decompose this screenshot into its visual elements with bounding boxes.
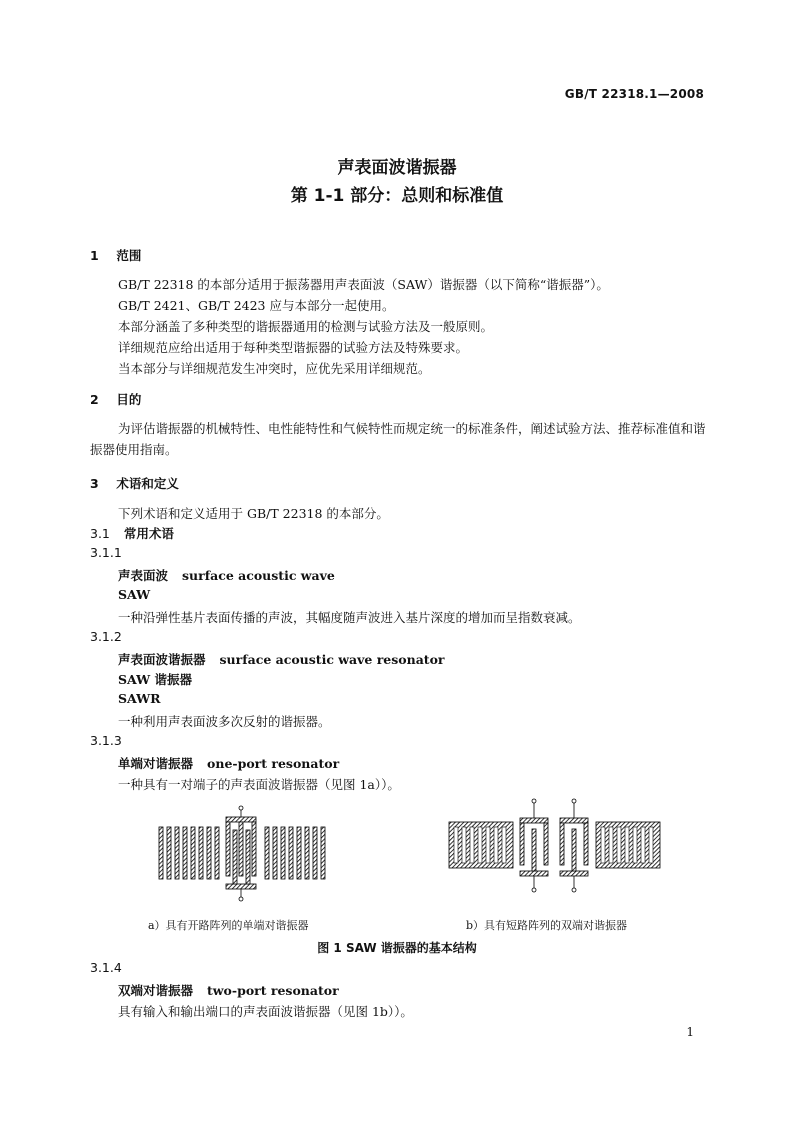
term-3-1-2-number: 3.1.2 bbox=[90, 629, 122, 644]
standard-number: GB/T 22318.1—2008 bbox=[564, 87, 704, 101]
term-3-1-1-alt: SAW bbox=[118, 587, 151, 602]
term-3-1-3-number: 3.1.3 bbox=[90, 733, 122, 748]
clause-3-1-number: 3.1 bbox=[90, 526, 110, 541]
figure-1a-caption: a）具有开路阵列的单端对谐振器 bbox=[148, 919, 309, 932]
figure-1b-caption: b）具有短路阵列的双端对谐振器 bbox=[466, 919, 628, 932]
term-3-1-2-zh: 声表面波谐振器 bbox=[118, 652, 206, 667]
term-3-1-3-en: one-port resonator bbox=[207, 756, 340, 771]
figure-1b-two-port-resonator bbox=[445, 798, 665, 898]
section-2-number: 2 bbox=[90, 392, 99, 407]
reflector-short-right bbox=[596, 822, 660, 868]
term-3-1-3-name bbox=[118, 754, 339, 772]
page-number: 1 bbox=[686, 1025, 694, 1039]
term-3-1-4-number: 3.1.4 bbox=[90, 960, 122, 975]
doc-title-line2: 第 1-1 部分：总则和标准值 bbox=[290, 186, 504, 206]
section-1-heading bbox=[90, 246, 141, 264]
idt-transducer bbox=[226, 806, 256, 901]
figure-1a-one-port-resonator bbox=[150, 805, 340, 905]
section-1-para-4: 详细规范应给出适用于每种类型谐振器的试验方法及特殊要求。 bbox=[118, 340, 469, 355]
term-3-1-1-en: surface acoustic wave bbox=[182, 568, 335, 583]
term-3-1-4-en: two-port resonator bbox=[207, 983, 339, 998]
section-1-para-2: GB/T 2421、GB/T 2423 应与本部分一起使用。 bbox=[118, 298, 395, 313]
term-3-1-2-alt-2: SAWR bbox=[118, 691, 161, 706]
term-3-1-4-zh: 双端对谐振器 bbox=[118, 983, 194, 998]
section-1-number: 1 bbox=[90, 248, 99, 263]
section-2-heading bbox=[90, 390, 141, 408]
term-3-1-2-en: surface acoustic wave resonator bbox=[219, 652, 445, 667]
section-3-number: 3 bbox=[90, 476, 99, 491]
reflector-left bbox=[159, 827, 219, 879]
clause-3-1-title: 常用术语 bbox=[123, 526, 174, 541]
section-1-para-1: GB/T 22318 的本部分适用于振荡器用声表面波（SAW）谐振器（以下简称“谐振器”）。 bbox=[118, 277, 609, 292]
doc-title-line1: 声表面波谐振器 bbox=[337, 158, 457, 178]
section-3-intro: 下列术语和定义适用于 GB/T 22318 的本部分。 bbox=[118, 506, 389, 521]
section-1-title: 范围 bbox=[116, 248, 142, 263]
term-3-1-4-name bbox=[118, 981, 339, 999]
idt-output bbox=[560, 799, 588, 892]
section-3-title: 术语和定义 bbox=[116, 476, 179, 491]
reflector-short-left bbox=[449, 822, 513, 868]
term-3-1-1-zh: 声表面波 bbox=[118, 568, 169, 583]
clause-3-1-heading bbox=[90, 524, 174, 542]
section-1-para-3: 本部分涵盖了多种类型的谐振器通用的检测与试验方法及一般原则。 bbox=[118, 319, 494, 334]
term-3-1-3-def: 一种具有一对端子的声表面波谐振器（见图 1a））。 bbox=[118, 777, 400, 792]
section-2-para: 为评估谐振器的机械特性、电性能特性和气候特性而规定统一的标准条件，阐述试验方法、推荐标准值和谐振器使用指南。 bbox=[90, 421, 706, 457]
section-3-heading bbox=[90, 474, 179, 492]
term-3-1-3-zh: 单端对谐振器 bbox=[118, 756, 194, 771]
idt-input bbox=[520, 799, 548, 892]
term-3-1-2-alt-1: SAW 谐振器 bbox=[118, 672, 192, 687]
term-3-1-2-name bbox=[118, 650, 445, 668]
term-3-1-4-def: 具有输入和输出端口的声表面波谐振器（见图 1b））。 bbox=[118, 1004, 413, 1019]
term-3-1-1-def: 一种沿弹性基片表面传播的声波，其幅度随声波进入基片深度的增加而呈指数衰减。 bbox=[118, 610, 581, 625]
figure-1-title: 图 1 SAW 谐振器的基本结构 bbox=[317, 941, 477, 955]
term-3-1-2-def: 一种利用声表面波多次反射的谐振器。 bbox=[118, 714, 331, 729]
term-3-1-1-name bbox=[118, 566, 335, 584]
term-3-1-1-number: 3.1.1 bbox=[90, 545, 122, 560]
section-1-para-5: 当本部分与详细规范发生冲突时，应优先采用详细规范。 bbox=[118, 361, 431, 376]
section-2-title: 目的 bbox=[116, 392, 142, 407]
reflector-right bbox=[265, 827, 325, 879]
